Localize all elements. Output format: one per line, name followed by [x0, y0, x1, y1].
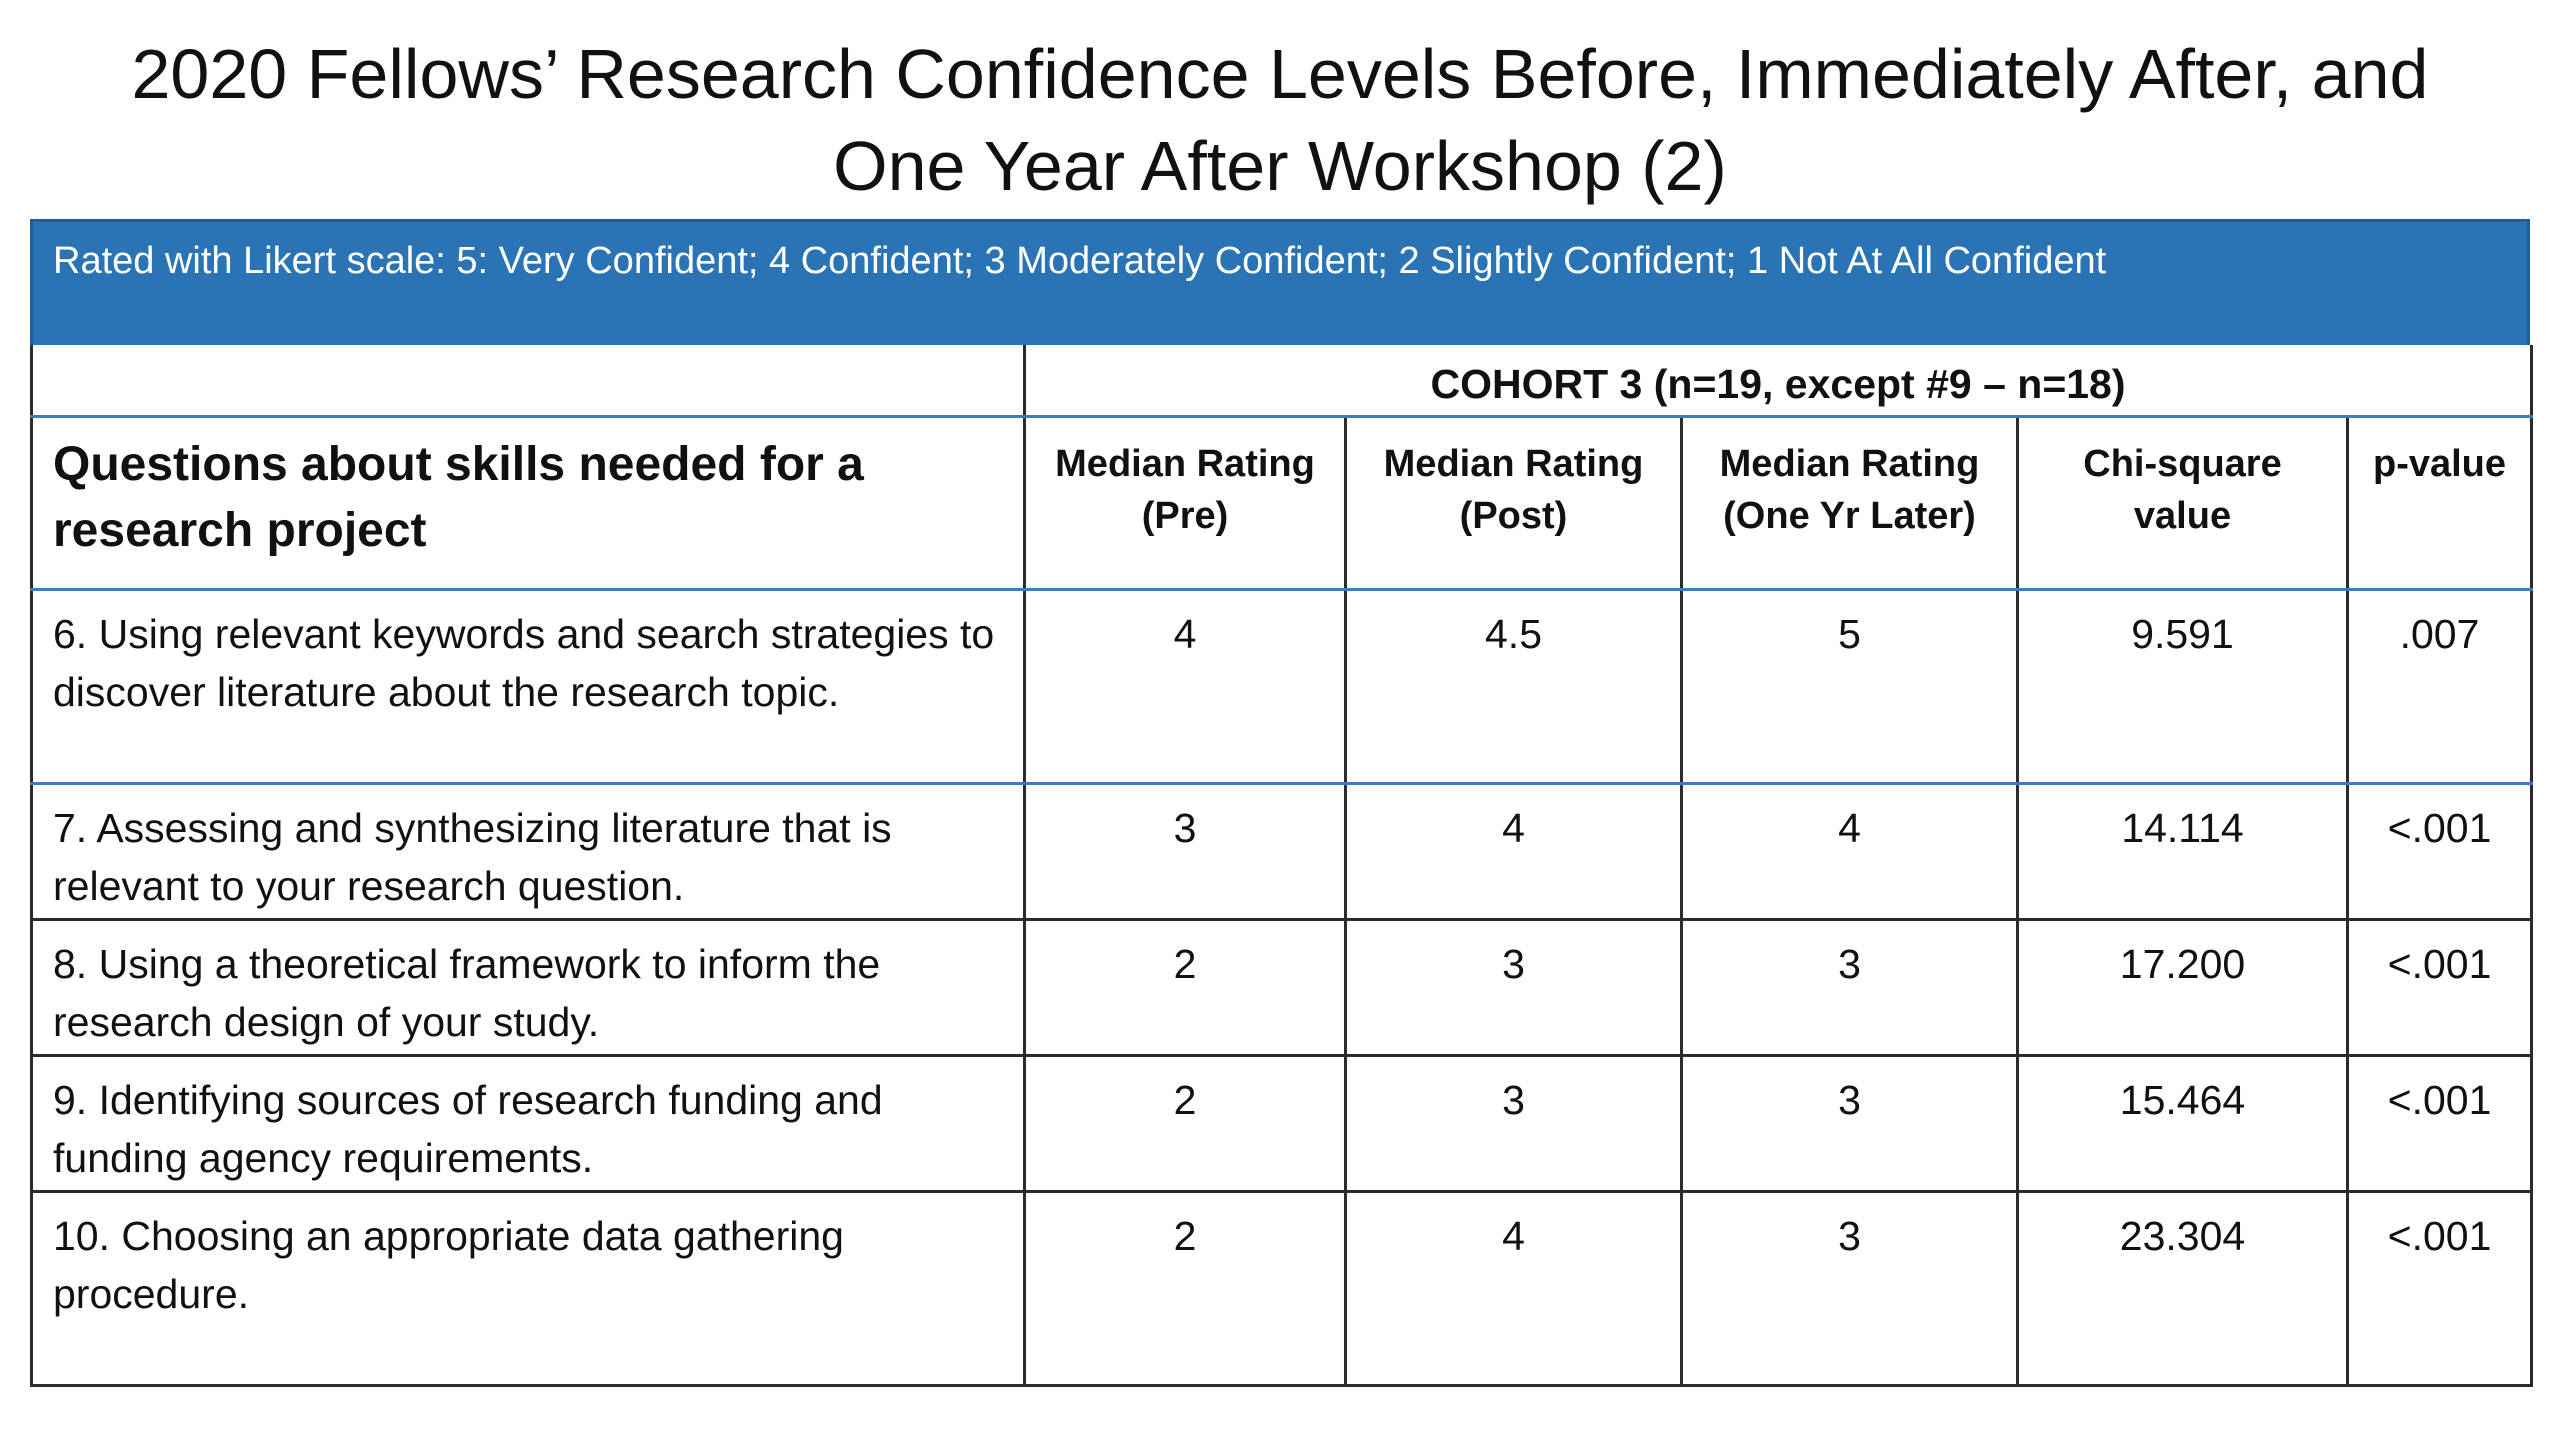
- chi-square-cell: 23.304: [2018, 1191, 2348, 1385]
- chi-square-cell: 9.591: [2018, 589, 2348, 783]
- chi-header-line-1: Chi-square: [2083, 442, 2282, 485]
- post-rating-cell: 4.5: [1346, 589, 1682, 783]
- slide-title: [60, 28, 2500, 212]
- post-rating-cell: 4: [1346, 1191, 1682, 1385]
- post-header-line-1: Median Rating: [1383, 442, 1644, 485]
- post-rating-cell: 3: [1346, 1055, 1682, 1191]
- p-header-line-1: p-value: [2372, 442, 2507, 485]
- pre-rating-cell: 2: [1025, 1191, 1346, 1385]
- later-header-line-2: (One Yr Later): [1723, 494, 1976, 537]
- table-row: [32, 919, 2532, 1055]
- p-value-cell: .007: [2348, 589, 2532, 783]
- chi-header-line-2: value: [2133, 494, 2232, 537]
- cohort-blank-cell: [32, 345, 1025, 416]
- cohort-row: [32, 345, 2532, 416]
- slide-title-line-1: 2020 Fellows’ Research Confidence Levels Before, Immediately After, and: [131, 35, 2429, 113]
- later-rating-cell: 3: [1682, 1055, 2018, 1191]
- question-cell: 10. Choosing an appropriate data gathering procedure.: [32, 1191, 1025, 1385]
- table-row: [32, 783, 2532, 919]
- post-column-header: [1346, 416, 1682, 589]
- question-cell: 8. Using a theoretical framework to inform the research design of your study.: [32, 919, 1025, 1055]
- results-grid: [30, 345, 2533, 1387]
- question-cell: 9. Identifying sources of research funding and funding agency requirements.: [32, 1055, 1025, 1191]
- p-value-column-header: [2348, 416, 2532, 589]
- later-rating-cell: 3: [1682, 919, 2018, 1055]
- pre-header-line-1: Median Rating: [1055, 442, 1315, 485]
- p-value-cell: <.001: [2348, 919, 2532, 1055]
- pre-header-line-2: (Pre): [1141, 494, 1229, 537]
- chi-square-column-header: [2018, 416, 2348, 589]
- p-value-cell: <.001: [2348, 1191, 2532, 1385]
- later-header-line-1: Median Rating: [1719, 442, 1980, 485]
- post-rating-cell: 4: [1346, 783, 1682, 919]
- cohort-label: COHORT 3 (n=19, except #9 – n=18): [1025, 345, 2532, 416]
- chi-square-cell: 14.114: [2018, 783, 2348, 919]
- p-value-cell: <.001: [2348, 783, 2532, 919]
- question-cell: 7. Assessing and synthesizing literature that is relevant to your research question.: [32, 783, 1025, 919]
- post-rating-cell: 3: [1346, 919, 1682, 1055]
- table-row: [32, 589, 2532, 783]
- likert-scale-note: Rated with Likert scale: 5: Very Confident; 4 Confident; 3 Moderately Confident; 2 Slightly Confident; 1 Not At All Confident: [30, 219, 2530, 345]
- question-column-header: Questions about skills needed for a research project: [32, 416, 1025, 589]
- later-rating-cell: 5: [1682, 589, 2018, 783]
- question-cell: 6. Using relevant keywords and search strategies to discover literature about the research topic.: [32, 589, 1025, 783]
- chi-square-cell: 15.464: [2018, 1055, 2348, 1191]
- header-row: [32, 416, 2532, 589]
- confidence-table: [30, 219, 2530, 1387]
- pre-rating-cell: 2: [1025, 919, 1346, 1055]
- p-value-cell: <.001: [2348, 1055, 2532, 1191]
- post-header-line-2: (Post): [1459, 494, 1568, 537]
- pre-rating-cell: 3: [1025, 783, 1346, 919]
- later-column-header: [1682, 416, 2018, 589]
- table-row: [32, 1055, 2532, 1191]
- later-rating-cell: 3: [1682, 1191, 2018, 1385]
- table-row: [32, 1191, 2532, 1385]
- slide-title-line-2: One Year After Workshop (2): [833, 127, 1727, 205]
- later-rating-cell: 4: [1682, 783, 2018, 919]
- pre-rating-cell: 2: [1025, 1055, 1346, 1191]
- pre-rating-cell: 4: [1025, 589, 1346, 783]
- pre-column-header: [1025, 416, 1346, 589]
- chi-square-cell: 17.200: [2018, 919, 2348, 1055]
